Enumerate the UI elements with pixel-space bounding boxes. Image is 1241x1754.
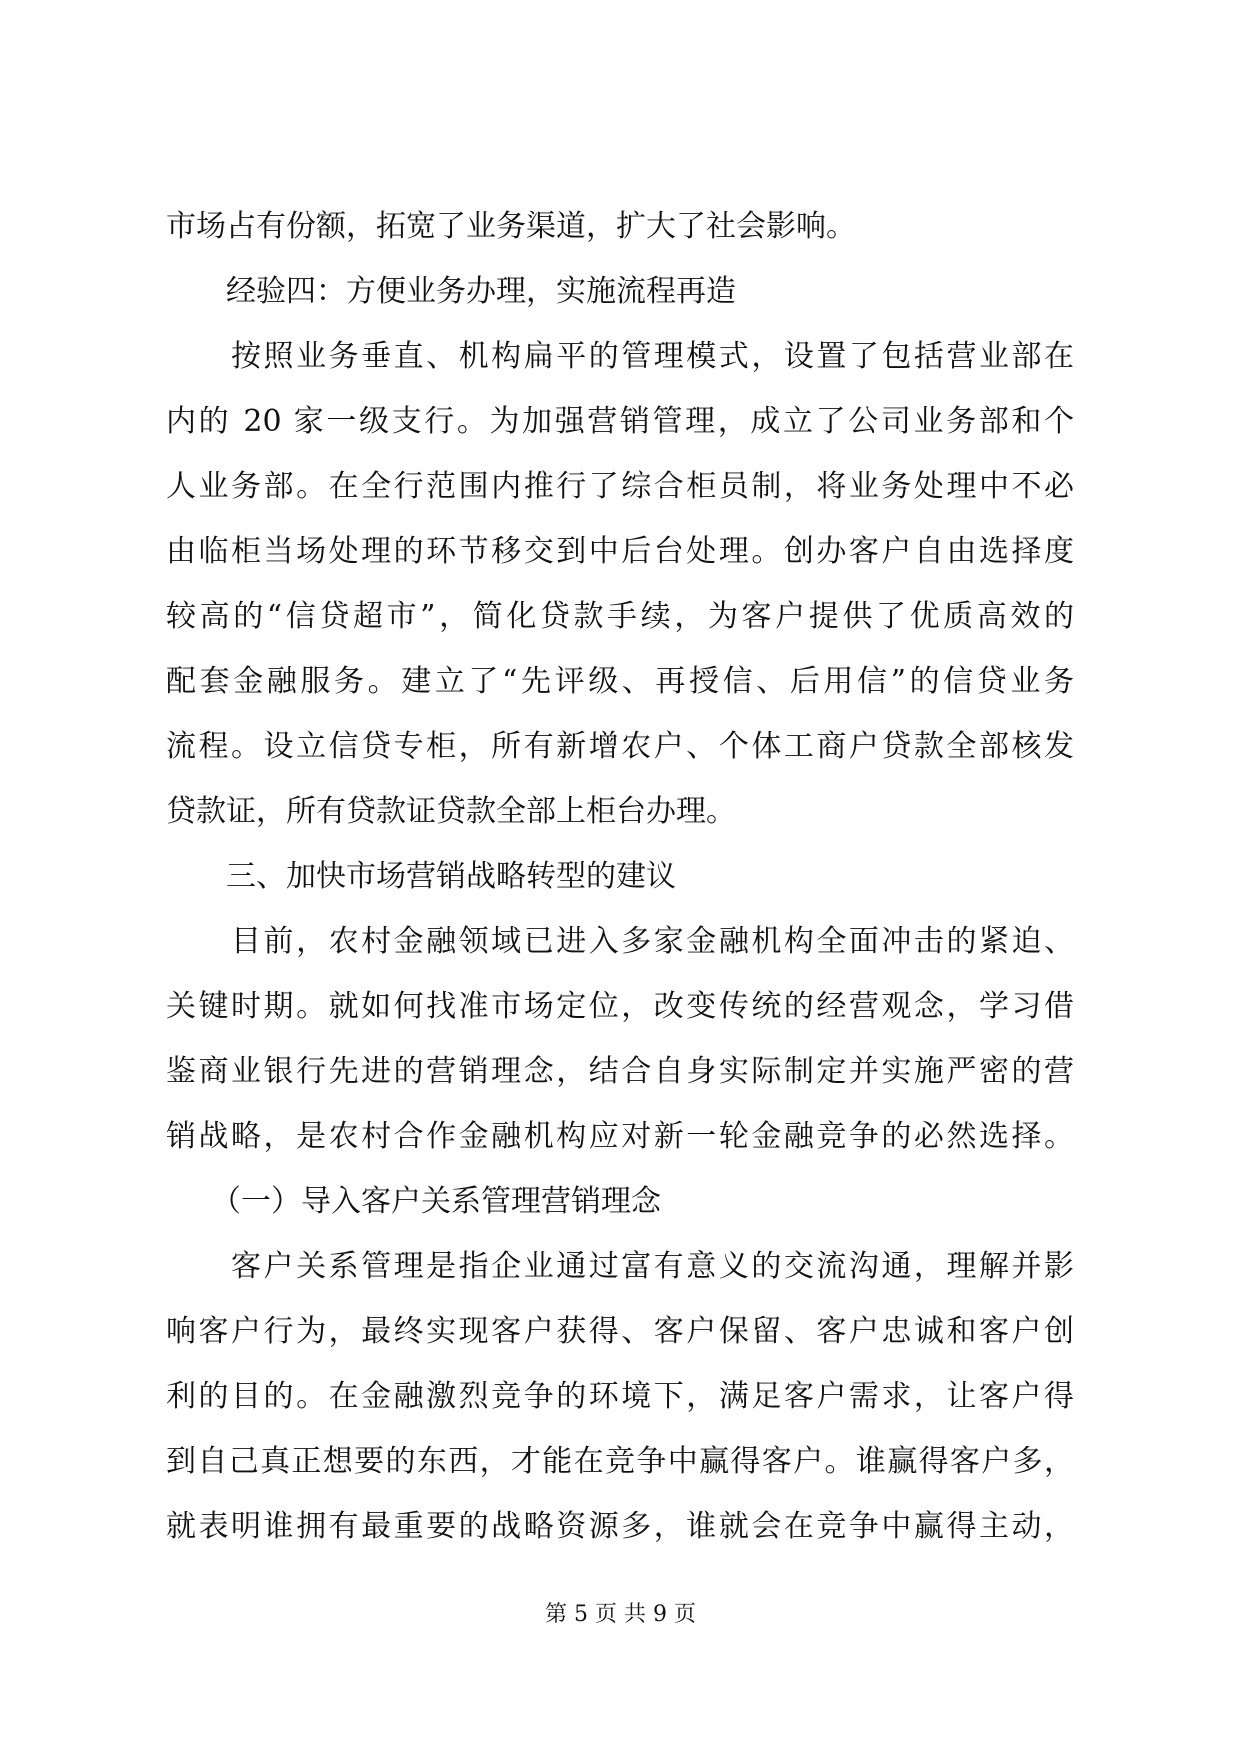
text-line: 配套金融服务。建立了“先评级、再授信、后用信”的信贷业务 (166, 664, 1074, 699)
text-line: 就表明谁拥有最重要的战略资源多，谁就会在竞争中赢得主动， (166, 1509, 1074, 1544)
text-line: 流程。设立信贷专柜，所有新增农户、个体工商户贷款全部核发 (166, 729, 1074, 764)
text-line: 销战略，是农村合作金融机构应对新一轮金融竞争的必然选择。 (166, 1119, 1074, 1154)
text-line: 人业务部。在全行范围内推行了综合柜员制，将业务处理中不必 (166, 469, 1074, 504)
text-line: 响客户行为，最终实现客户获得、客户保留、客户忠诚和客户创 (166, 1314, 1074, 1349)
text-line: 关键时期。就如何找准市场定位，改变传统的经营观念，学习借 (166, 989, 1074, 1024)
section-heading: 三、加快市场营销战略转型的建议 (166, 859, 676, 894)
text-line: 由临柜当场处理的环节移交到中后台处理。创办客户自由选择度 (166, 534, 1074, 569)
text-line: 内的 20 家一级支行。为加强营销管理，成立了公司业务部和个 (166, 404, 1074, 439)
section-heading: 经验四：方便业务办理，实施流程再造 (166, 274, 736, 309)
page-number-footer: 第 5 页 共 9 页 (545, 1602, 696, 1627)
text-line: 利的目的。在金融激烈竞争的环境下，满足客户需求，让客户得 (166, 1379, 1074, 1414)
text-line: 按照业务垂直、机构扁平的管理模式，设置了包括营业部在 (166, 339, 1074, 374)
text-line: 较高的“信贷超市”，简化贷款手续，为客户提供了优质高效的 (166, 599, 1074, 634)
text-line: 到自己真正想要的东西，才能在竞争中赢得客户。谁赢得客户多， (166, 1444, 1074, 1479)
text-line: 客户关系管理是指企业通过富有意义的交流沟通，理解并影 (166, 1249, 1074, 1284)
text-line: 鉴商业银行先进的营销理念，结合自身实际制定并实施严密的营 (166, 1054, 1074, 1089)
text-line: 市场占有份额，拓宽了业务渠道，扩大了社会影响。 (166, 209, 856, 244)
text-line: 贷款证，所有贷款证贷款全部上柜台办理。 (166, 794, 736, 829)
section-heading: （一）导入客户关系管理营销理念 (166, 1184, 661, 1219)
body-text (166, 194, 1074, 1559)
text-line: 目前，农村金融领域已进入多家金融机构全面冲击的紧迫、 (166, 924, 1074, 959)
